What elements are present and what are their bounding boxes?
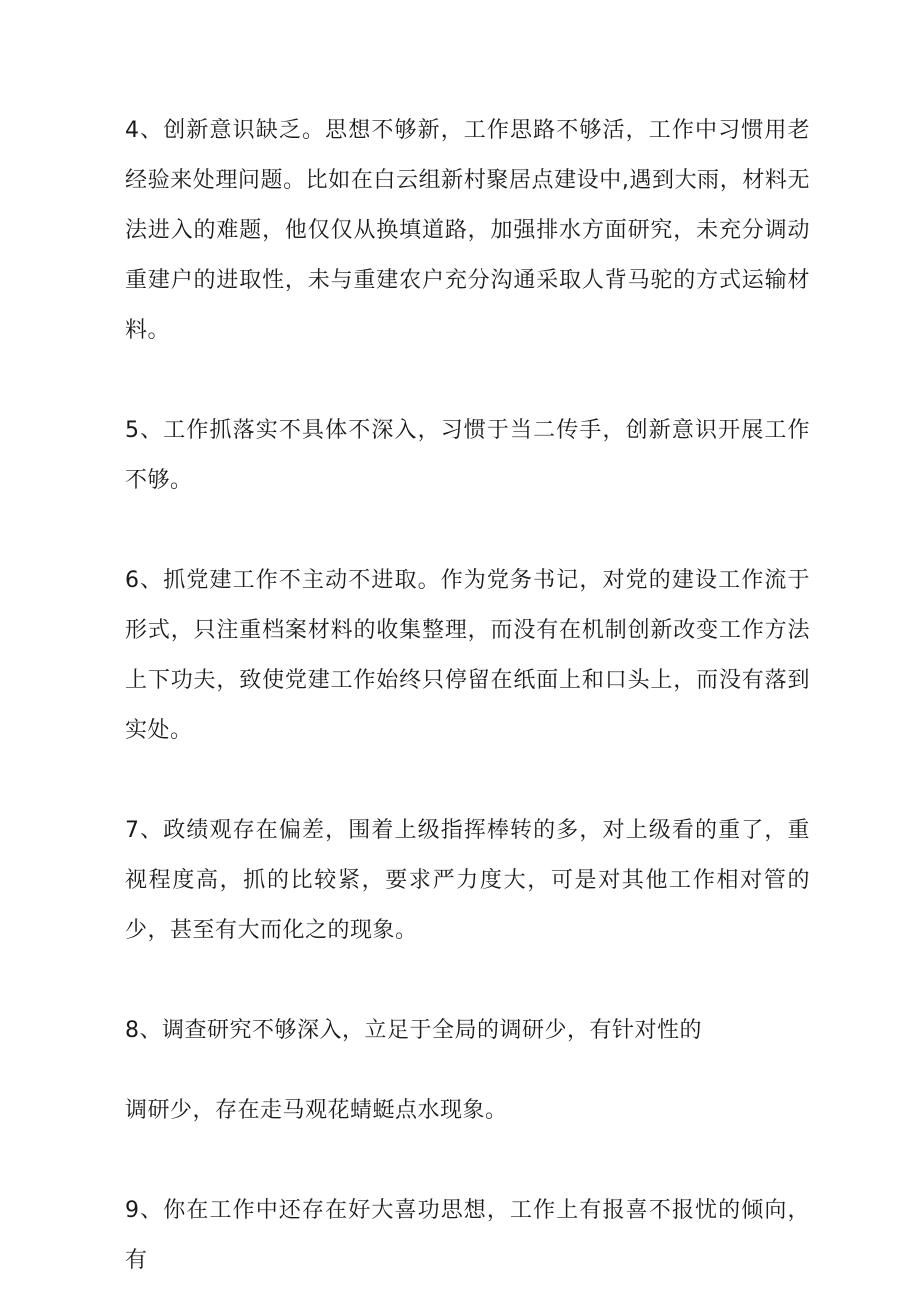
paragraph-item-5: 5、工作抓落实不具体不深入，习惯于当二传手，创新意识开展工作不够。 [125,418,810,493]
paragraph-item-4: 4、创新意识缺乏。思想不够新，工作思路不够活，工作中习惯用老经验来处理问题。比如在白云组新村聚居点建设中,遇到大雨，材料无法进入的难题，他仅仅从换填道路，加强排水方面研究，未充分调动重建户的进取性，未与重建农户充分沟通采取人背马驼的方式运输材料。 [125,118,810,343]
paragraph-item-9: 9、你在工作中还存在好大喜功思想，工作上有报喜不报忧的倾向，有 [125,1198,810,1273]
paragraph-item-8-continuation: 调研少，存在走马观花蜻蜓点水现象。 [125,1098,508,1123]
paragraph-item-7: 7、政绩观存在偏差，围着上级指挥棒转的多，对上级看的重了，重视程度高，抓的比较紧，要求严力度大，可是对其他工作相对管的少，甚至有大而化之的现象。 [125,818,810,943]
paragraph-item-6: 6、抓党建工作不主动不进取。作为党务书记，对党的建设工作流于形式，只注重档案材料的收集整理，而没有在机制创新改变工作方法上下功夫，致使党建工作始终只停留在纸面上和口头上，而没有落到实处。 [125,568,810,743]
paragraph-item-8: 8、调查研究不够深入，立足于全局的调研少，有针对性的 [125,1018,702,1043]
